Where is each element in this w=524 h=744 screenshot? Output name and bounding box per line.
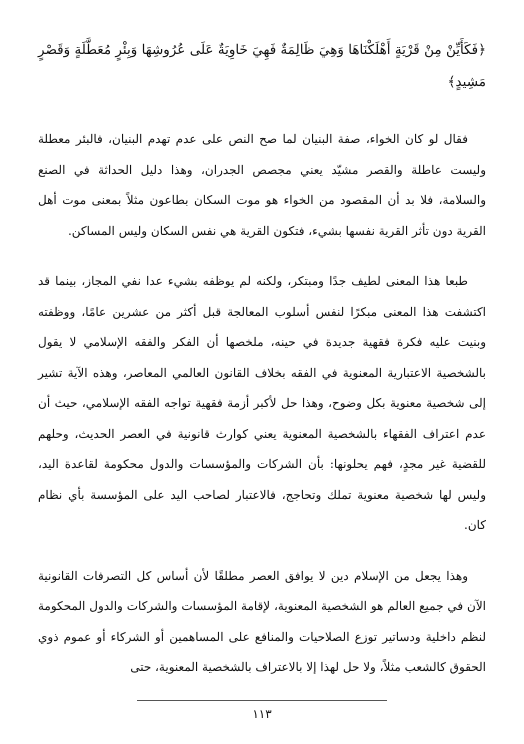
- paragraph-2: طبعا هذا المعنى لطيف جدًا ومبتكر، ولكنه لم يوظفه بشيء عدا نفي المجاز، بينما قد اكتشفت هذا المعنى مبكرًا لنفس أسلوب المعالجة قبل أكثر من عشرين عامًا، ووظفته وبنيت عليه فكرة فقهية جديدة في حينه، ملخصها أن الفكر والفقه الإسلامي لا يقول بالشخصية الاعتبارية المعنوية في الفقه بخلاف القانون العالمي المعاصر، وهذه الآية تشير إلى شخصية معنوية بكل وضوح، وهذا حل لأكبر أزمة فقهية تواجه الفقه الإسلامي، حيث أن عدم اعتراف الفقهاء بالشخصية المعنوية يعني كوارث قانونية في العصر الحديث، وحلهم للقضية غير مجدٍ، فهم يحلونها: بأن الشركات والمؤسسات والدول محكومة لقاعدة اليد، وليس لها شخصية معنوية تملك وتحاجج، فالاعتبار لصاحب اليد على المؤسسة بأي نظام كان.: [38, 274, 486, 532]
- paragraph-1: فقال لو كان الخواء، صفة البنيان لما صح النص على عدم تهدم البنيان، فالبئر معطلة وليست عاطلة والقصر مشيّد يعني مجصص الجدران، وهذا دليل الحداثة في الصنع والسلامة، فلا بد أن المقصود من الخواء هو موت السكان بطاعون مثلاً بمعنى موت أهل القرية دون تأثر القرية نفسها بشيء، فتكون القرية هي نفس السكان وليس المساكن.: [38, 132, 486, 238]
- page-number: ١١٣: [252, 707, 272, 721]
- footer-divider: [137, 700, 387, 701]
- page-footer: [0, 700, 524, 722]
- paragraph-3: وهذا يجعل من الإسلام دين لا يوافق العصر مطلقًا لأن أساس كل التصرفات القانونية الآن في جميع العالم هو الشخصية المعنوية، لإقامة المؤسسات والشركات والدول المحكومة لنظم داخلية ودساتير توزع الصلاحيات والمنافع على المساهمين أو الشركاء أو عموم ذوي الحقوق كالشعب مثلاً، ولا حل لهذا إلا بالاعتراف بالشخصية المعنوية، حتى: [38, 568, 486, 674]
- quran-verse: ﴿فَكَأَيِّنْ مِنْ قَرْيَةٍ أَهْلَكْنَاهَا وَهِيَ ظَالِمَةٌ فَهِيَ خَاوِيَةٌ عَلَى عُرُوشِهَا وَبِئْرٍ مُعَطَّلَةٍ وَقَصْرٍ مَشِيدٍ﴾: [38, 42, 486, 90]
- page-body: [38, 34, 486, 703]
